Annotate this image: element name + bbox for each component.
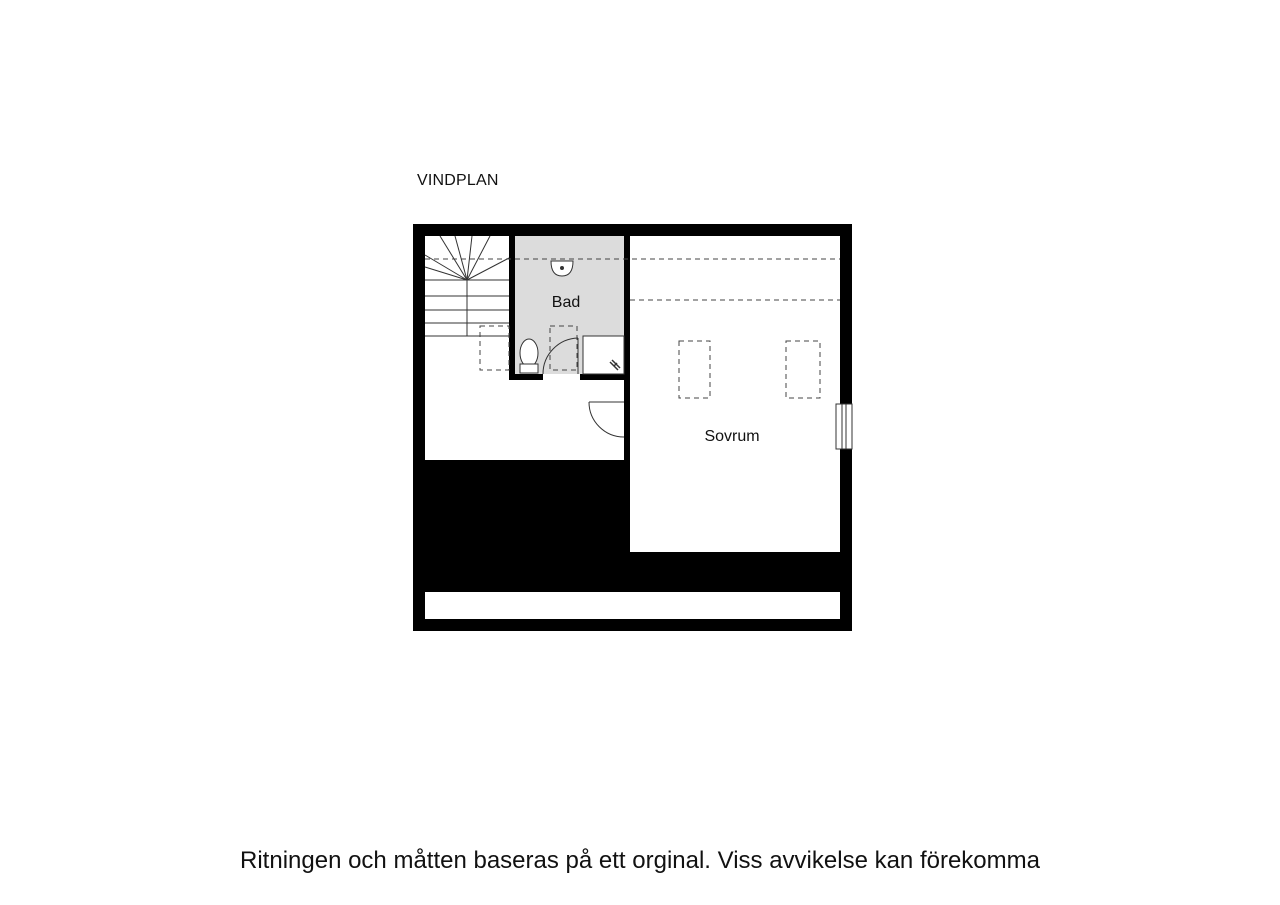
- bathroom-wall-left: [509, 236, 515, 380]
- disclaimer-text: Ritningen och måtten baseras på ett orginal. Viss avvikelse kan förekomma: [240, 847, 1040, 874]
- room-label-bad: Bad: [551, 294, 581, 311]
- bedroom-wall-left-upper: [624, 236, 630, 402]
- toilet-icon: [520, 339, 538, 373]
- bedroom-floor: [630, 236, 840, 552]
- shower-icon: [583, 336, 624, 374]
- bathroom-wall-bottom-left: [509, 374, 543, 380]
- bathroom-wall-bottom-right: [580, 374, 630, 380]
- plan-title: VINDPLAN: [417, 172, 499, 189]
- bottom-storage-floor: [425, 592, 840, 619]
- room-label-sovrum: Sovrum: [704, 428, 760, 445]
- window-icon: [836, 404, 852, 449]
- bedroom-wall-left-lower: [624, 437, 630, 592]
